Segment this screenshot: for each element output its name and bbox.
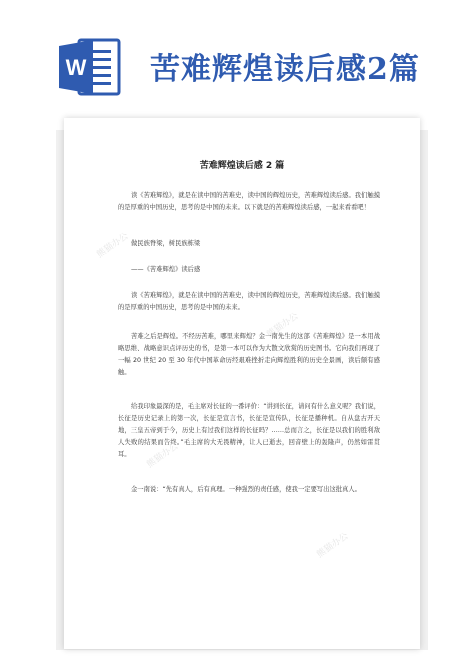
- watermark: 熊猫办公: [315, 531, 351, 561]
- word-document-icon: [57, 34, 123, 100]
- watermark: 熊猫办公: [95, 231, 131, 261]
- paragraph: 给我印象最深的是，毛主席对长征的一番评价：“讲到长征，请问有什么意义呢？我们说，长征是历史记录上的第一次，长征是宣言书，长征是宣传队，长征是播种机。自从盘古开天地，三皇五帝到于今，历史上有过我们这样的长征吗？……总而言之，长征是以我们的胜利敌人失败的结果而告终。”毛主席的大无畏精神，让人已逝去，回音壁上的轰隆声，仍然如雷贯耳。: [118, 403, 380, 458]
- header-banner: [0, 0, 474, 108]
- logo-letter: W: [65, 55, 87, 80]
- document-page: [64, 118, 420, 649]
- document-title: 苦难辉煌读后感 2 篇: [199, 161, 285, 171]
- paragraph: 苦难之后是辉煌。不经历苦难，哪里来辉煌？金一南先生的这部《苦难辉煌》是一本用战略思维、战略意识点评历史的书，是第一本可以作为大散文欣赏的历史图书。它向我们再现了一幅 20 世纪 20 至 30 年代中国革命历经艰难挫折走向辉煌胜利的历史全景画，读后颇有感触。: [118, 333, 380, 376]
- watermark: 熊猫办公: [145, 441, 181, 471]
- paragraph: 金一南说：“先有真人，后有真理。一种强烈的责任感，使我一定要写出这批真人。: [131, 486, 361, 493]
- page-title: 苦难辉煌读后感2篇: [150, 52, 420, 87]
- paragraph: 读《苦难辉煌》，就是在读中国的苦难史，读中国的辉煌历史，苦难辉煌读后感。我们触摸的是厚重的中国历史，思考的是中国的未来。以下就是的苦难辉煌读后感，一起来看看吧！: [118, 192, 380, 211]
- paragraph: 做民族脊梁，树民族栋梁: [131, 240, 201, 247]
- watermark: 熊猫办公: [265, 311, 301, 341]
- paragraph: 读《苦难辉煌》，就是在读中国的苦难史，读中国的辉煌历史，苦难辉煌读后感。我们触摸的是厚重的中国历史，思考的是中国的未来。: [118, 292, 380, 311]
- paragraph: ——《苦难辉煌》读后感: [131, 266, 201, 273]
